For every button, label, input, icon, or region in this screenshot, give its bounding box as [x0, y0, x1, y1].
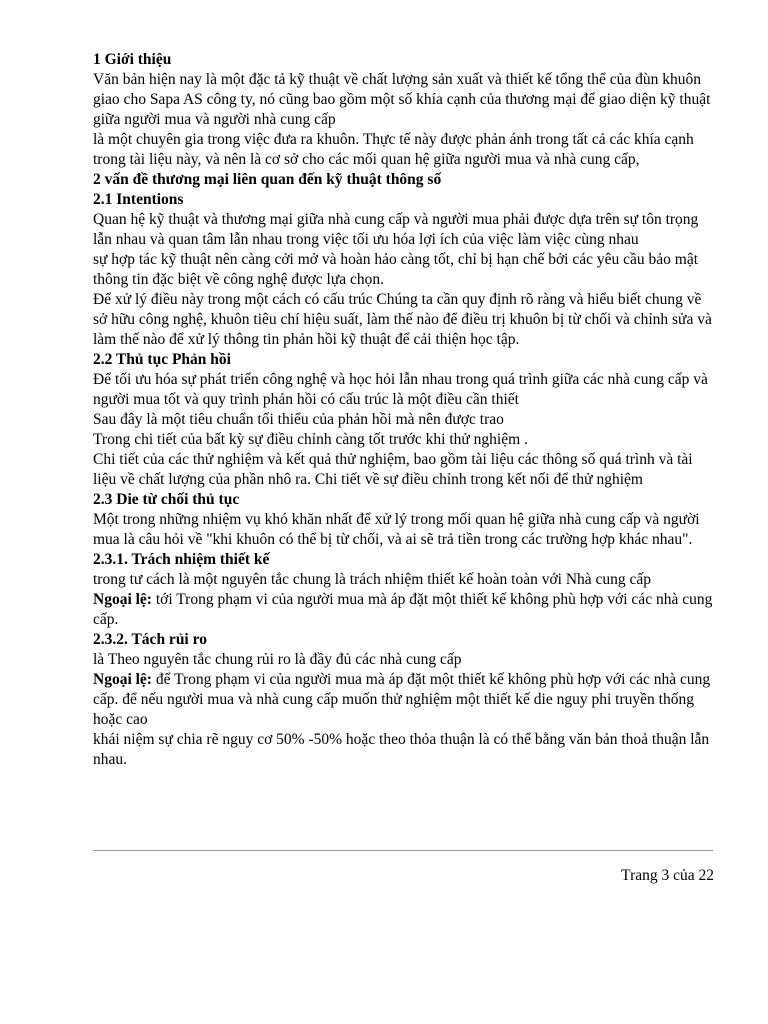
paragraph: Quan hệ kỹ thuật và thương mại giữa nhà cung cấp và người mua phải được dựa trên sự tôn trọng lẫn nhau và quan tâm lẫn nhau trong việc tối ưu hóa lợi ích của việc làm việc cùng nhau — [93, 211, 699, 248]
exception-text: để Trong phạm vi của người mua mà áp đặt một thiết kế không phù hợp với các nhà cung cấp. để nếu người mua và nhà cung cấp muốn thử nghiệm một thiết kế die nguy phi truyền thống hoặc cao — [93, 671, 711, 728]
section-2-3-heading: 2.3 Die từ chối thủ tục — [93, 491, 240, 508]
section-2-1-heading: 2.1 Intentions — [93, 191, 184, 208]
section-1-heading: 1 Giới thiệu — [93, 51, 172, 68]
paragraph: Để tối ưu hóa sự phát triển công nghệ và học hỏi lẫn nhau trong quá trình giữa các nhà cung cấp và người mua tốt và quy trình phản hồi có cấu trúc là một điều cần thiết — [93, 371, 708, 408]
paragraph: Một trong những nhiệm vụ khó khăn nhất để xử lý trong mối quan hệ giữa nhà cung cấp và người mua là câu hỏi về "khi khuôn có thể bị từ chối, và ai sẽ trả tiền trong các trường hợp khác nhau". — [93, 511, 700, 548]
section-2-3-2-heading: 2.3.2. Tách rủi ro — [93, 631, 207, 648]
paragraph: là một chuyên gia trong việc đưa ra khuôn. Thực tế này được phản ánh trong tất cả các khía cạnh trong tài liệu này, và nên là cơ sở cho các mối quan hệ giữa người mua và nhà cung cấp, — [93, 131, 694, 168]
exception-paragraph — [93, 590, 717, 630]
exception-label: Ngoại lệ: — [93, 591, 152, 608]
section-2-heading: 2 vấn đề thương mại liên quan đến kỹ thuật thông số — [93, 171, 442, 188]
section-2-2-heading: 2.2 Thủ tục Phản hồi — [93, 351, 231, 368]
document-body — [93, 50, 717, 770]
paragraph: trong tư cách là một nguyên tắc chung là trách nhiệm thiết kế hoàn toàn với Nhà cung cấp — [93, 571, 652, 588]
paragraph: Trong chi tiết của bất kỳ sự điều chỉnh càng tốt trước khi thử nghiệm . — [93, 431, 528, 448]
exception-paragraph — [93, 670, 717, 730]
exception-text: tới Trong phạm vi của người mua mà áp đặt một thiết kế không phù hợp với các nhà cung cấp. — [93, 591, 713, 628]
section-2-3-1-heading: 2.3.1. Trách nhiệm thiết kế — [93, 551, 270, 568]
paragraph: khái niệm sự chia rẽ nguy cơ 50% -50% hoặc theo thỏa thuận là có thể bằng văn bản thoả thuận lẫn nhau. — [93, 731, 710, 768]
paragraph: là Theo nguyên tắc chung rủi ro là đầy đủ các nhà cung cấp — [93, 651, 462, 668]
exception-label: Ngoại lệ: — [93, 671, 152, 688]
page-number: Trang 3 của 22 — [621, 867, 714, 884]
paragraph: Để xử lý điều này trong một cách có cấu trúc Chúng ta cần quy định rõ ràng và hiểu biết chung về sở hữu công nghệ, khuôn tiêu chí hiệu suất, làm thế nào để điều trị khuôn bị từ chối và chỉnh sửa và làm thế nào để xử lý thông tin phản hồi kỹ thuật để cải thiện học tập. — [93, 291, 712, 348]
footer-divider — [93, 850, 713, 851]
paragraph: sự hợp tác kỹ thuật nên càng cởi mở và hoàn hảo càng tốt, chỉ bị hạn chế bởi các yêu cầu bảo mật thông tin đặc biệt về công nghệ được lựa chọn. — [93, 251, 699, 288]
paragraph: Chi tiết của các thử nghiệm và kết quả thử nghiệm, bao gồm tài liệu các thông số quá trình và tài liệu về chất lượng của phần nhô ra. Chi tiết về sự điều chỉnh trong kết nối để thử nghiệm — [93, 451, 693, 488]
paragraph: Văn bản hiện nay là một đặc tả kỹ thuật về chất lượng sản xuất và thiết kế tổng thể của đùn khuôn giao cho Sapa AS công ty, nó cũng bao gồm một số khía cạnh của thương mại để giao diện kỹ thuật giữa người mua và người nhà cung cấp — [93, 71, 711, 128]
paragraph: Sau đây là một tiêu chuẩn tối thiểu của phản hồi mà nên được trao — [93, 411, 504, 428]
